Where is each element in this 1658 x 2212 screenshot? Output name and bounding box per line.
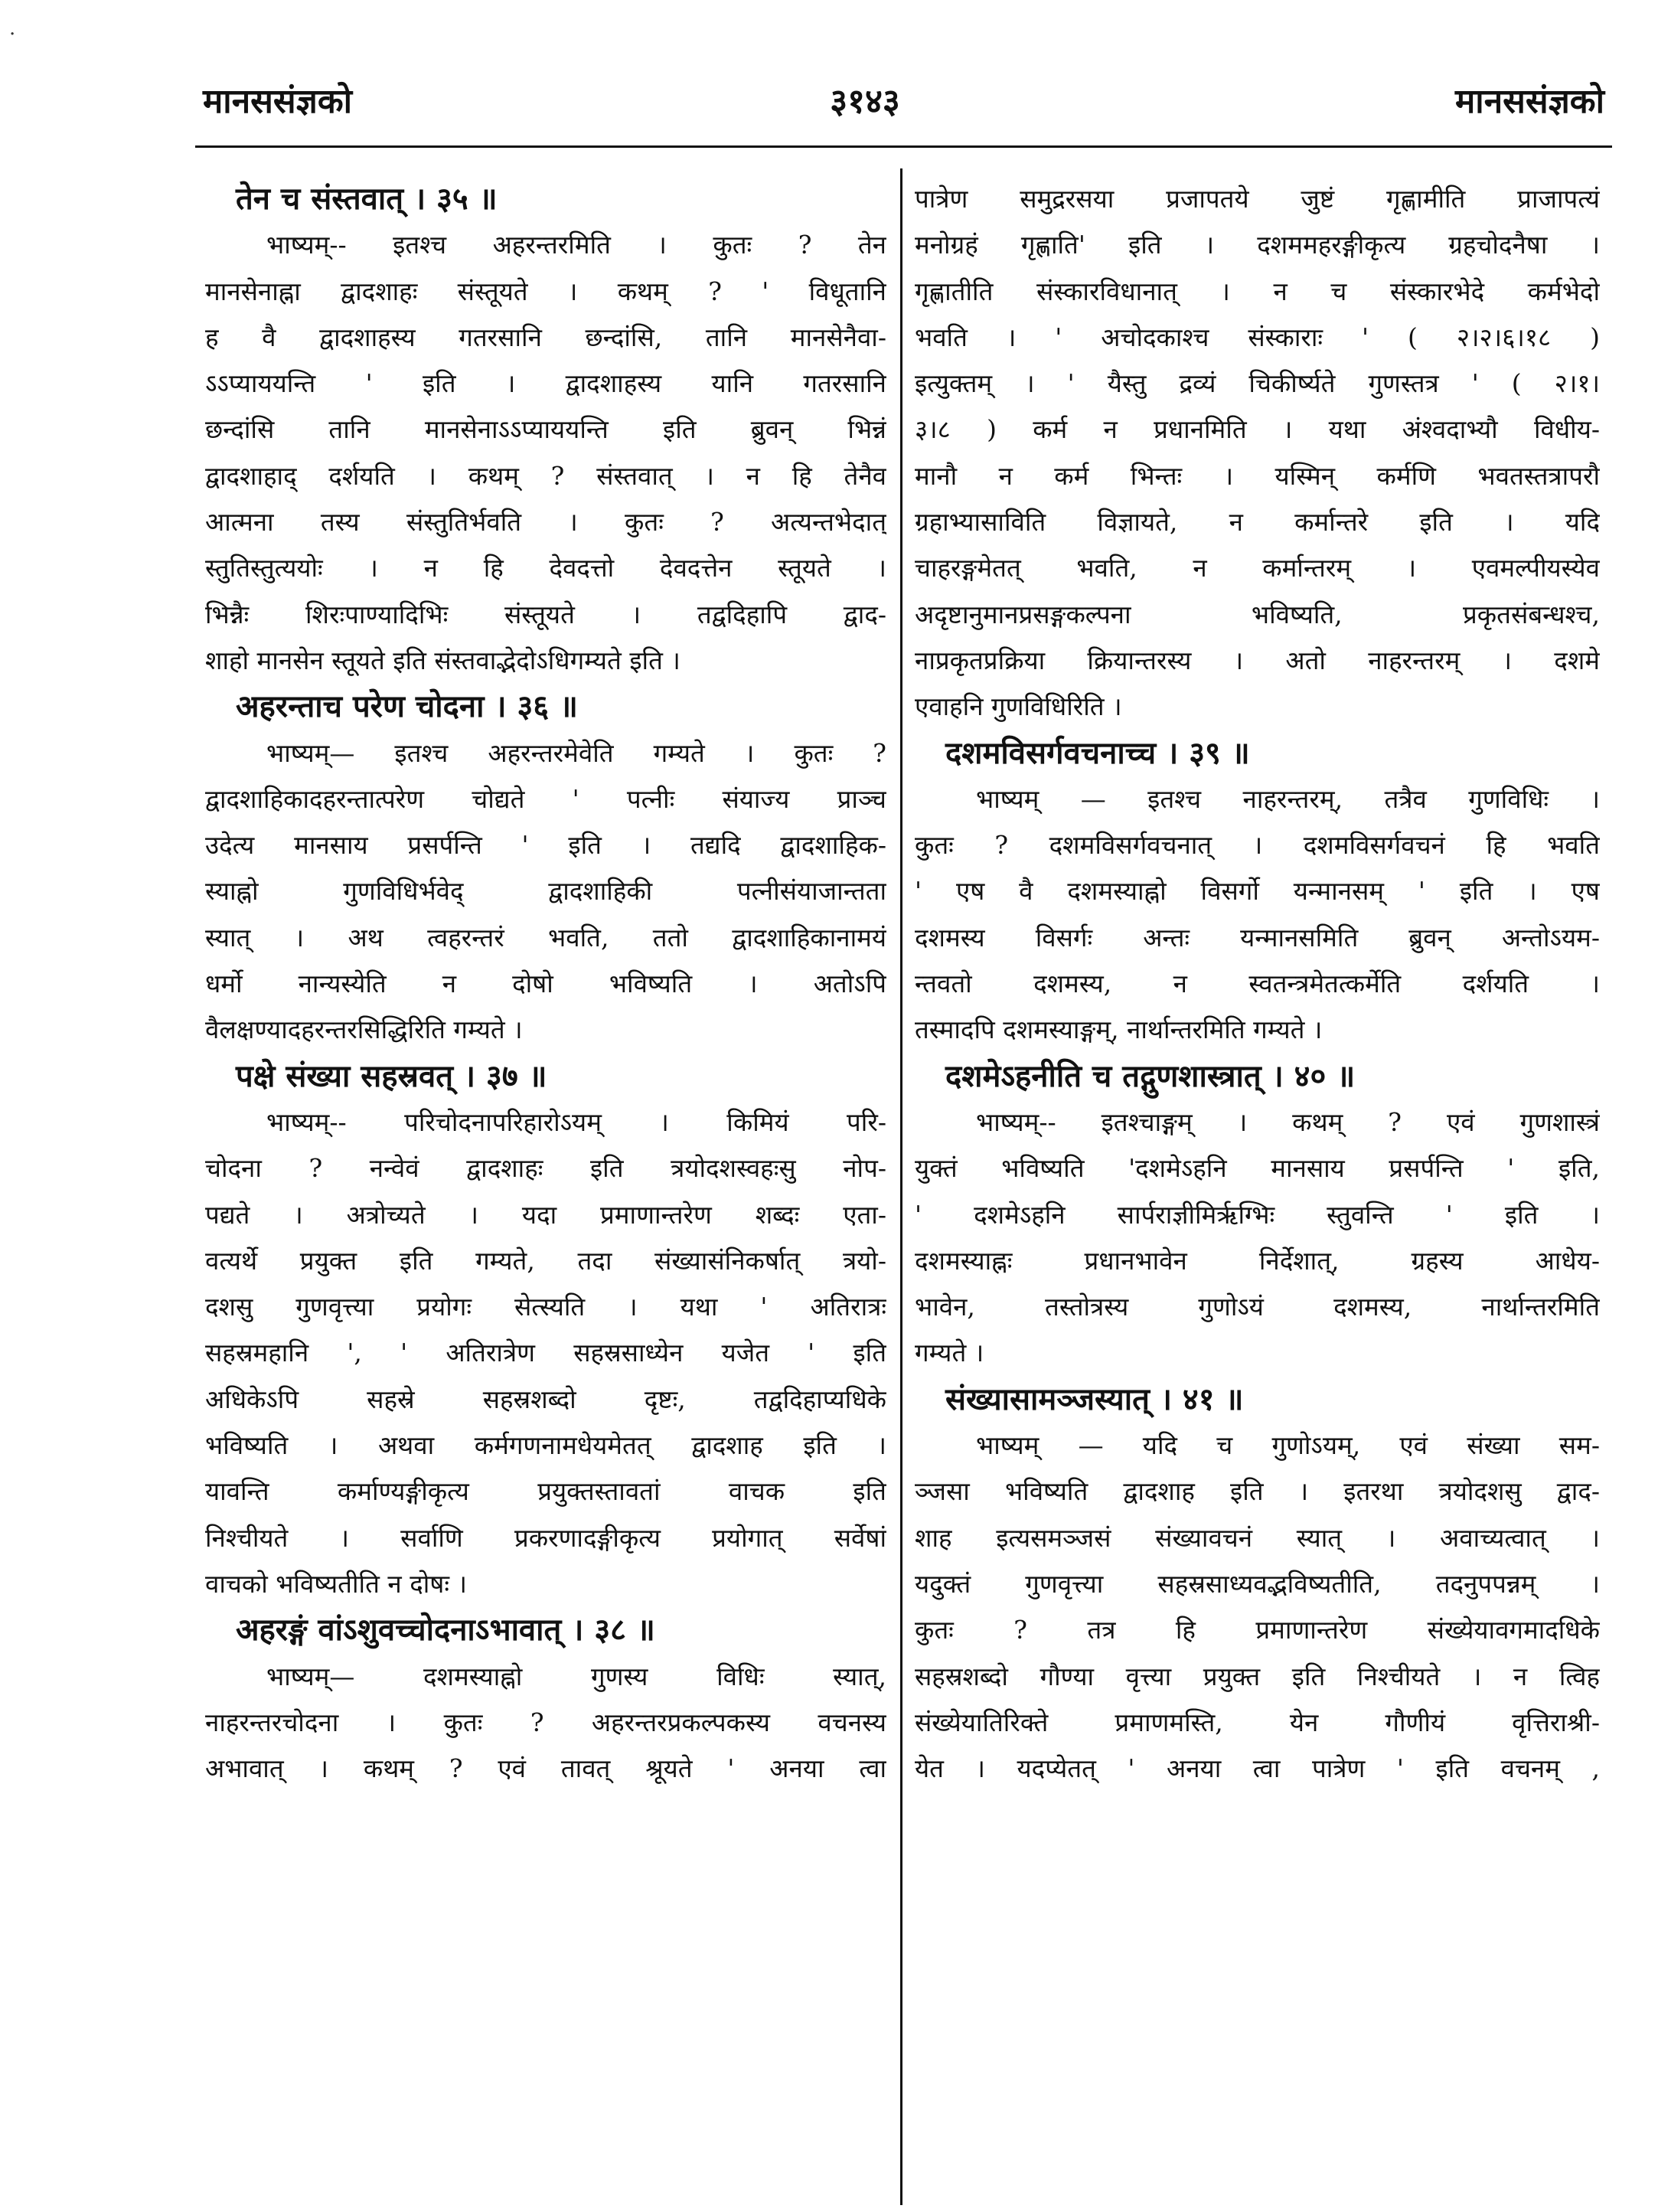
text-line: येत । यदप्येतत् ' अनया त्वा पात्रेण ' इति वचनम् , <box>915 1753 1600 1784</box>
text-line: इत्युक्तम् । ' यैस्तु द्रव्यं चिकीर्ष्यते गुणस्तत्र ' ( २।१। <box>915 368 1600 399</box>
text-line: स्याह्नो गुणविधिर्भवेद् द्वादशाहिकी पत्नीसंयाजान्तता <box>205 876 886 907</box>
text-line: ग्रहाभ्यासाविति विज्ञायते, न कर्मान्तरे इति । यदि <box>915 507 1600 537</box>
text-line: भाष्यम्— दशमस्याह्नो गुणस्य विधिः स्यात्, <box>266 1661 886 1691</box>
text-line: नाप्रकृतप्रक्रिया क्रियान्तरस्य । अतो नाहरन्तरम् । दशमे <box>915 645 1600 675</box>
text-line: दशमस्य विसर्गः अन्तः यन्मानसमिति ब्रुवन् अन्तोऽयम- <box>915 922 1600 952</box>
text-line: छन्दांसि तानि मानसेनाऽऽप्याययन्ति इति ब्रुवन् भिन्नं <box>205 414 886 445</box>
text-line: धर्मो नान्यस्येति न दोषो भविष्यति । अतोऽपि <box>205 969 886 999</box>
text-line: द्वादशाहाद् दर्शयति । कथम् ? संस्तवात् । न हि तेनैव <box>205 460 886 491</box>
text-line: अधिकेऽपि सहस्रे सहस्रशब्दो दृष्टः, तद्वदिहाप्यधिके <box>205 1384 886 1414</box>
text-line: भाष्यम् — इतश्च नाहरन्तरम्, तत्रैव गुणविधिः । <box>976 783 1600 814</box>
text-line: तस्मादपि दशमस्याङ्गम्, नार्थान्तरमिति गम्यते । <box>915 1015 1323 1045</box>
text-line: अभावात् । कथम् ? एवं तावत् श्रूयते ' अनया त्वा <box>205 1753 886 1784</box>
text-line: वत्यर्थे प्रयुक्त इति गम्यते, तदा संख्यासंनिकर्षात् त्रयो- <box>205 1245 886 1276</box>
header-rule <box>195 145 1612 148</box>
text-line: स्तुतिस्तुत्ययोः । न हि देवदत्तो देवदत्तेन स्तूयते । <box>205 553 886 583</box>
sutra-heading: दशमविसर्गवचनाच्च । ३९ ॥ <box>945 734 1250 771</box>
sutra-heading: संख्यासामञ्जस्यात् । ४१ ॥ <box>945 1380 1244 1417</box>
text-line: ञ्जसा भविष्यति द्वादशाह इति । इतरथा त्रयोदशसु द्वाद- <box>915 1476 1600 1507</box>
text-line: संख्येयातिरिक्ते प्रमाणमस्ति, येन गौणीयं वृत्तिराश्री- <box>915 1707 1600 1737</box>
text-line: चाहरङ्गमेतत् भवति, न कर्मान्तरम् । एवमल्पीयस्येव <box>915 553 1600 583</box>
text-line: शाह इत्यसमञ्जसं संख्यावचनं स्यात् । अवाच्यत्वात् । <box>915 1522 1600 1553</box>
text-line: दशमस्याह्नः प्रधानभावेन निर्देशात्, ग्रहस्य आधेय- <box>915 1245 1600 1276</box>
text-line: अदृष्टानुमानप्रसङ्गकल्पना भविष्यति, प्रकृतसंबन्धश्च, <box>915 599 1600 629</box>
text-line: शाहो मानसेन स्तूयते इति संस्तवाद्भेदोऽधिगम्यते इति । <box>205 645 680 675</box>
text-line: भाष्यम्-- इतश्च अहरन्तरमिति । कुतः ? तेन <box>266 230 886 260</box>
sutra-heading: दशमेऽहनीति च तद्गुणशास्त्रात् । ४० ॥ <box>945 1057 1356 1094</box>
text-line: ' दशमेऽहनि सार्पराज्ञीमिर्ऋग्भिः स्तुवन्ति ' इति । <box>915 1199 1600 1230</box>
text-line: कुतः ? दशमविसर्गवचनात् । दशमविसर्गवचनं हि भवति <box>915 830 1600 861</box>
running-header-left: मानससंज्ञको <box>203 82 353 121</box>
text-line: पद्यते । अत्रोच्यते । यदा प्रमाणान्तरेण शब्दः एता- <box>205 1199 886 1230</box>
text-line: निश्चीयते । सर्वाणि प्रकरणादङ्गीकृत्य प्रयोगात् सर्वेषां <box>205 1522 886 1553</box>
text-line: न्तवतो दशमस्य, न स्वतन्त्रमेतत्कर्मेति दर्शयति । <box>915 969 1600 999</box>
text-line: कुतः ? तत्र हि प्रमाणान्तरेण संख्येयावगमादधिके <box>915 1615 1600 1645</box>
text-line: मानौ न कर्म भिन्तः । यस्मिन् कर्मणि भवतस्तत्रापरौ <box>915 460 1600 491</box>
text-line: आत्मना तस्य संस्तुतिर्भवति । कुतः ? अत्यन्तभेदात् <box>205 507 886 537</box>
text-line: भिन्नैः शिरःपाण्यादिभिः संस्तूयते । तद्वदिहापि द्वाद- <box>205 599 886 629</box>
text-line: भाष्यम् — यदि च गुणोऽयम्, एवं संख्या सम- <box>976 1430 1600 1461</box>
sutra-heading: पक्षे संख्या सहस्रवत् । ३७ ॥ <box>236 1057 547 1094</box>
text-line: वैलक्षण्यादहरन्तरसिद्धिरिति गम्यते । <box>205 1015 523 1045</box>
text-line: वाचको भविष्यतीति न दोषः । <box>205 1568 467 1599</box>
sutra-heading: अहरङ्गं वांऽशुवच्चोदनाऽभावात् । ३८ ॥ <box>236 1612 655 1648</box>
right-column <box>915 176 1600 2205</box>
text-line: युक्तं भविष्यति 'दशमेऽहनि मानसाय प्रसर्पन्ति ' इति, <box>915 1153 1600 1184</box>
text-line: नाहरन्तरचोदना । कुतः ? अहरन्तरप्रकल्पकस्य वचनस्य <box>205 1707 886 1737</box>
text-line: ऽऽप्याययन्ति ' इति । द्वादशाहस्य यानि गतरसानि <box>205 368 886 399</box>
page-number: ३१४३ <box>830 82 900 121</box>
text-line: एवाहनि गुणविधिरिति । <box>915 691 1122 722</box>
text-line: यदुक्तं गुणवृत्त्या सहस्रसाध्यवद्भविष्यतीति, तदनुपपन्नम् । <box>915 1568 1600 1599</box>
text-line: सहस्रमहानि ', ' अतिरात्रेण सहस्रसाध्येन यजेत ' इति <box>205 1338 886 1368</box>
left-column <box>205 176 886 2205</box>
text-line: भाष्यम्— इतश्च अहरन्तरमेवेति गम्यते । कुतः ? <box>266 737 886 768</box>
text-line: मानसेनाह्ना द्वादशाहः संस्तूयते । कथम् ? ' विधूतानि <box>205 276 886 306</box>
text-line: ' एष वै दशमस्याह्नो विसर्गो यन्मानसम् ' इति । एष <box>915 876 1600 907</box>
text-line: सहस्रशब्दो गौण्या वृत्त्या प्रयुक्त इति निश्चीयते । न त्विह <box>915 1661 1600 1691</box>
text-line: दशसु गुणवृत्त्या प्रयोगः सेत्स्यति । यथा ' अतिरात्रः <box>205 1292 886 1322</box>
text-line: भावेन, तस्तोत्रस्य गुणोऽयं दशमस्य, नार्थान्तरमिति <box>915 1292 1600 1322</box>
text-line: भविष्यति । अथवा कर्मगणनामधेयमेतत् द्वादशाह इति । <box>205 1430 886 1461</box>
text-line: उदेत्य मानसाय प्रसर्पन्ति ' इति । तद्यदि द्वादशाहिक- <box>205 830 886 861</box>
text-line: चोदना ? नन्वेवं द्वादशाहः इति त्रयोदशस्वहःसु नोप- <box>205 1153 886 1184</box>
text-line: भाष्यम्-- इतश्चाङ्गम् । कथम् ? एवं गुणशास्त्रं <box>976 1106 1600 1137</box>
text-line: ह वै द्वादशाहस्य गतरसानि छन्दांसि, तानि मानसेनैवा- <box>205 322 886 352</box>
text-line: ३।८ ) कर्म न प्रधानमिति । यथा अंश्वदाभ्यौ विधीय- <box>915 414 1600 445</box>
text-line: भाष्यम्-- परिचोदनापरिहारोऽयम् । किमियं परि- <box>266 1106 886 1137</box>
column-divider <box>900 168 902 2205</box>
text-line: मनोग्रहं गृह्णाति' इति । दशममहरङ्गीकृत्य ग्रहचोदनैषा । <box>915 230 1600 260</box>
sutra-heading: अहरन्ताच परेण चोदना । ३६ ॥ <box>236 688 578 725</box>
text-line: द्वादशाहिकादहरन्तात्परेण चोद्यते ' पत्नीः संयाज्य प्राञ्च <box>205 783 886 814</box>
text-line: पात्रेण समुद्ररसया प्रजापतये जुष्टं गृह्णामीति प्राजापत्यं <box>915 184 1600 214</box>
text-line: गृह्णातीति संस्कारविधानात् । न च संस्कारभेदे कर्मभेदो <box>915 276 1600 306</box>
running-header-right: मानससंज्ञको <box>1454 82 1604 121</box>
text-line: स्यात् । अथ त्वहरन्तरं भवति, ततो द्वादशाहिकानामयं <box>205 922 886 952</box>
text-line: यावन्ति कर्माण्यङ्गीकृत्य प्रयुक्तस्तावतां वाचक इति <box>205 1476 886 1507</box>
text-line: गम्यते । <box>915 1338 984 1368</box>
text-line: भवति । ' अचोदकाश्च संस्काराः ' ( २।२।६।१८ ) <box>915 322 1600 352</box>
margin-speck: · <box>9 23 16 46</box>
sutra-heading: तेन च संस्तवात् । ३५ ॥ <box>236 181 498 217</box>
